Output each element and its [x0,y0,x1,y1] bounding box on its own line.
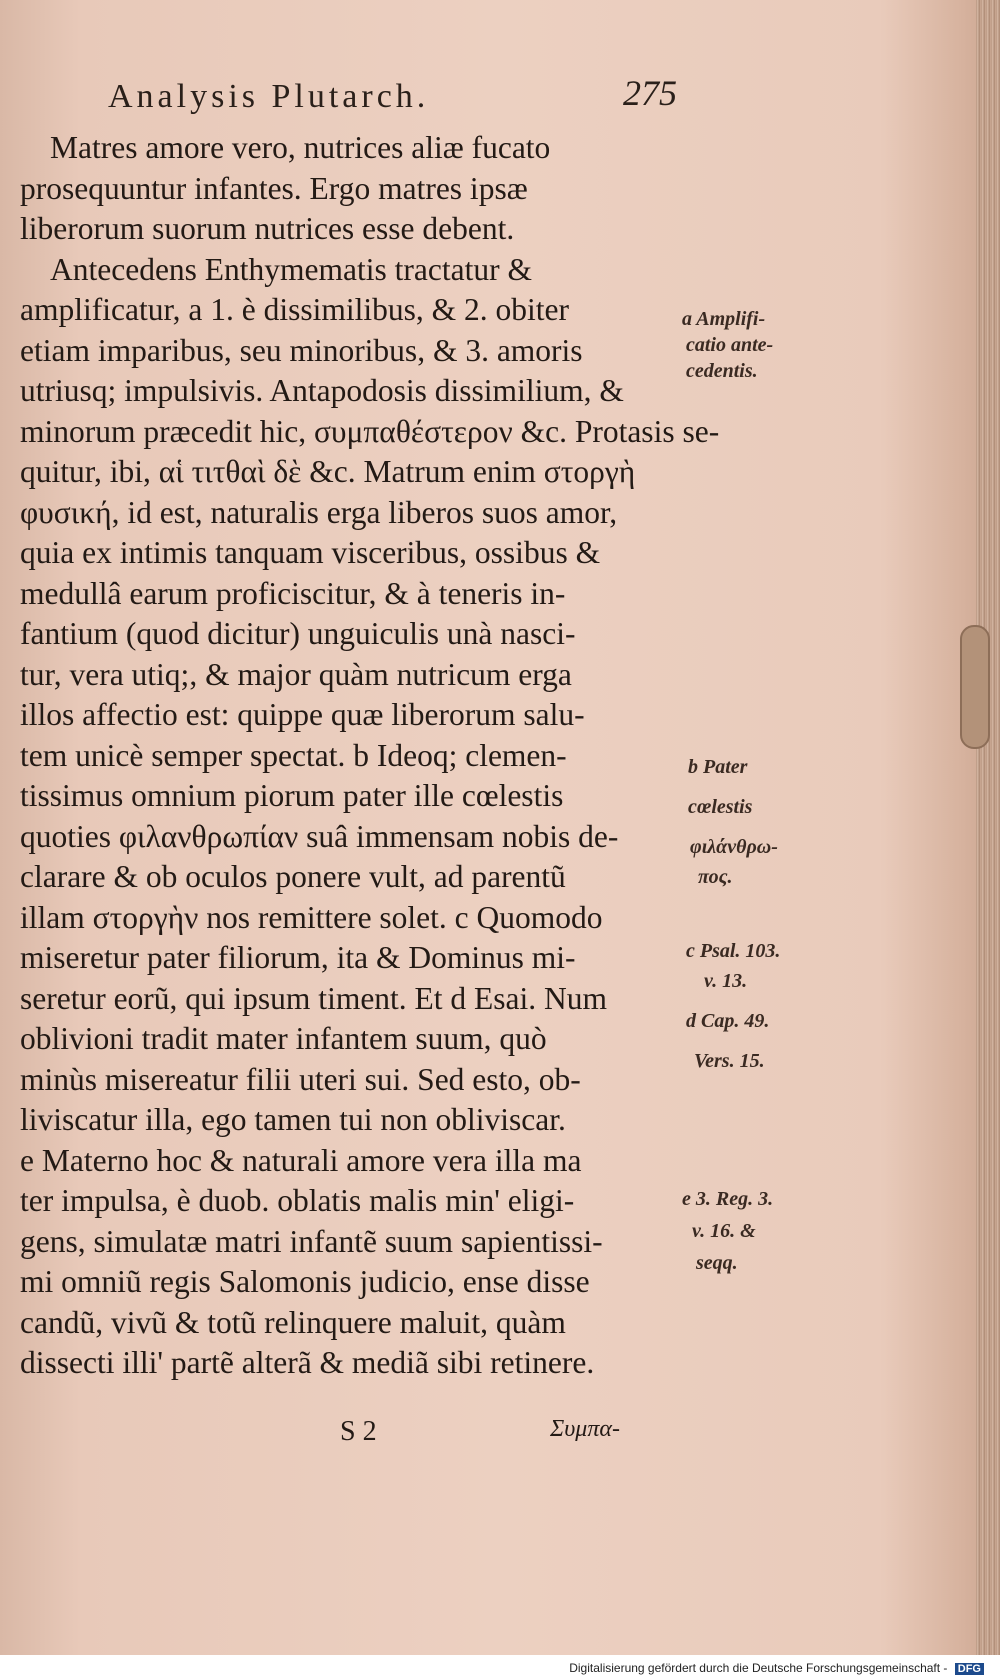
margin-note: cedentis. [686,360,758,382]
text-line: tur, vera utiq;, & major quàm nutricum erga [20,656,572,692]
catchword: Συμπα- [550,1416,620,1442]
margin-note: c Psal. 103. [686,940,781,962]
margin-note: seqq. [696,1252,738,1274]
signature-mark: S 2 [340,1416,377,1447]
text-line: minùs misereatur filii uteri sui. Sed esto, ob- [20,1061,581,1097]
text-line: φυσική, id est, naturalis erga liberos suos amor, [20,494,618,530]
text-line: prosequuntur infantes. Ergo matres ipsæ [20,170,528,206]
digitization-credit [0,1655,1000,1675]
text-line: ter impulsa, è duob. oblatis malis min' eligi- [20,1183,575,1218]
margin-note: d Cap. 49. [686,1010,770,1032]
text-line: minorum præcedit hic, συμπαθέστερον &c. Protasis se- [20,413,720,449]
credit-text: Digitalisierung gefördert durch die Deutsche Forschungsgemeinschaft - [569,1661,948,1675]
text-line: illos affectio est: quippe quæ liberorum salu- [20,697,585,732]
dfg-logo: DFG [955,1663,984,1675]
margin-note: e 3. Reg. 3. [682,1188,774,1210]
margin-note: b Pater [688,756,748,778]
text-line: quitur, ibi, αἱ τιτθαὶ δὲ &c. Matrum enim στοργὴ [20,454,636,489]
text-line: illam στοργὴν nos remittere solet. c Quomodo [20,899,603,935]
header-title: Analysis Plutarch. [108,78,430,115]
text-line: medullâ earum proficiscitur, & à teneris in- [20,575,566,611]
text-line: miseretur pater filiorum, ita & Dominus mi- [20,940,576,975]
margin-note: Vers. 15. [694,1050,765,1072]
text-line: utriusq; impulsivis. Antapodosis dissimilium, & [20,373,624,408]
page-number: 275 [623,73,677,113]
page-edge [976,0,1000,1655]
text-line: tem unicè semper spectat. b Ideoq; clemen- [20,737,567,773]
text-line: fantium (quod dicitur) unguiculis unà nasci- [20,616,576,651]
text-line: candũ, vivũ & totũ relinquere maluit, quàm [20,1304,566,1340]
text-line: mi omniũ regis Salomonis judicio, ense disse [20,1264,590,1299]
margin-note: φιλάνθρω- [690,836,778,858]
text-line: liberorum suorum nutrices esse debent. [20,211,515,246]
margin-note: cœlestis [688,796,753,818]
text-line: quoties φιλανθρωπίαν suâ immensam nobis de- [20,818,619,854]
text-line: oblivioni tradit mater infantem suum, quò [20,1021,547,1056]
running-header [108,73,708,118]
text-line: Antecedens Enthymematis tractatur & [50,251,532,287]
text-line: tissimus omnium piorum pater ille cœlestis [20,778,564,813]
page-footer [340,1416,740,1456]
margin-note: πος. [698,866,733,888]
margin-note: catio ante- [686,334,774,356]
text-line: gens, simulatæ matri infantẽ suum sapientissi- [20,1223,603,1259]
margin-note: v. 16. & [692,1220,756,1242]
text-line: quia ex intimis tanquam visceribus, ossibus & [20,535,601,570]
text-line: seretur eorũ, qui ipsum timent. Et d Esai. Num [20,980,608,1016]
text-line: etiam imparibus, seu minoribus, & 3. amoris [20,332,583,368]
margin-note: v. 13. [704,970,748,992]
text-line: Matres amore vero, nutrices aliæ fucato [50,130,551,165]
text-line: dissecti illi' partẽ alterã & mediã sibi retinere. [20,1345,595,1380]
book-clasp [960,625,990,749]
text-line: e Materno hoc & naturali amore vera illa ma [20,1142,582,1178]
text-line: clarare & ob oculos ponere vult, ad parentũ [20,859,566,894]
margin-note: a Amplifi- [682,308,766,330]
text-line: liviscatur illa, ego tamen tui non obliviscar. [20,1102,566,1137]
text-line: amplificatur, a 1. è dissimilibus, & 2. obiter [20,292,570,327]
